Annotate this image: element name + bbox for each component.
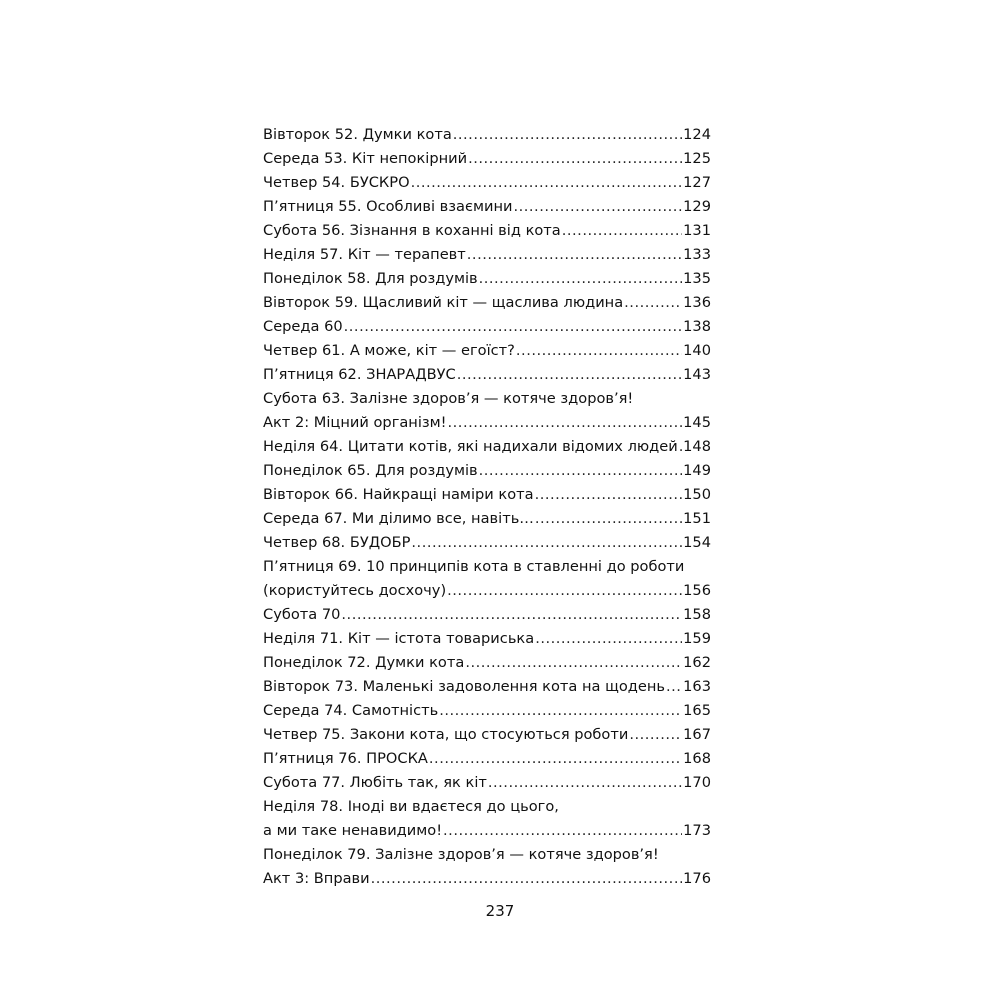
- toc-entry-page: 167: [683, 726, 711, 743]
- toc-entry: [263, 676, 711, 700]
- toc-entry-page: 163: [683, 678, 711, 695]
- toc-entry-title: Неділя 71. Кіт — істота товариська: [263, 630, 535, 647]
- toc-dot-leader: [488, 772, 682, 794]
- toc-entry-title: Четвер 54. БУСКРО: [263, 174, 410, 191]
- toc-dot-leader: [535, 484, 683, 506]
- toc-entry: [263, 484, 711, 508]
- toc-entry-title: а ми таке ненавидимо!: [263, 822, 443, 839]
- toc-entry: [263, 652, 711, 676]
- toc-dot-leader: [468, 148, 682, 170]
- toc-entry: [263, 388, 711, 412]
- toc-entry-page: 133: [683, 246, 711, 263]
- toc-entry-page: 127: [683, 174, 711, 191]
- toc-entry-title: Вівторок 59. Щасливий кіт — щаслива людина: [263, 294, 624, 311]
- toc-entry-page: 176: [683, 870, 711, 887]
- toc-dot-leader: [629, 724, 682, 746]
- toc-entry-page: 136: [683, 294, 711, 311]
- toc-entry-title: Четвер 75. Закони кота, що стосуються роботи: [263, 726, 629, 743]
- toc-entry-title: Середа 53. Кіт непокірний: [263, 150, 468, 167]
- toc-dot-leader: [344, 316, 682, 338]
- toc-entry: [263, 532, 711, 556]
- toc-entry: [263, 364, 711, 388]
- toc-entry-title: Вівторок 52. Думки кота: [263, 126, 452, 143]
- toc-entry-title: Субота 56. Зізнання в коханні від кота: [263, 222, 561, 239]
- toc-entry-title: Вівторок 73. Маленькі задоволення кота на щодень: [263, 678, 665, 695]
- toc-entry-page: 165: [683, 702, 711, 719]
- toc-entry: [263, 292, 711, 316]
- toc-entry-title: Субота 63. Залізне здоров’я — котяче здоров’я!: [263, 390, 634, 407]
- toc-entry-page: 154: [683, 534, 711, 551]
- toc-entry: [263, 196, 711, 220]
- toc-dot-leader: [341, 604, 682, 626]
- toc-entry-title: (користуйтесь досхочу): [263, 582, 447, 599]
- toc-dot-leader: [457, 364, 682, 386]
- toc-entry: [263, 820, 711, 844]
- toc-dot-leader: [514, 196, 683, 218]
- toc-dot-leader: [453, 124, 682, 146]
- toc-dot-leader: [411, 532, 682, 554]
- toc-dot-leader: [467, 244, 682, 266]
- toc-entry: [263, 268, 711, 292]
- page-number: 237: [485, 902, 515, 920]
- toc-entry-page: 138: [683, 318, 711, 335]
- toc-entry-title: Вівторок 66. Найкращі наміри кота: [263, 486, 534, 503]
- toc-entry-page: 173: [683, 822, 711, 839]
- toc-dot-leader: [624, 292, 682, 314]
- toc-dot-leader: [429, 748, 682, 770]
- toc-entry-page: 168: [683, 750, 711, 767]
- toc-entry-title: Субота 70: [263, 606, 341, 623]
- toc-entry-page: 150: [683, 486, 711, 503]
- toc-entry-page: 156: [683, 582, 711, 599]
- toc-entry-title: Понеділок 79. Залізне здоров’я — котяче здоров’я!: [263, 846, 659, 863]
- toc-entry: [263, 436, 711, 460]
- toc-entry-page: 143: [683, 366, 711, 383]
- toc-dot-leader: [679, 436, 682, 458]
- toc-entry-title: П’ятниця 55. Особливі взаємини: [263, 198, 513, 215]
- toc-entry-title: Неділя 78. Іноді ви вдаєтеся до цього,: [263, 798, 559, 815]
- toc-entry-title: П’ятниця 69. 10 принципів кота в ставленні до роботи: [263, 558, 685, 575]
- toc-entry-title: Середа 67. Ми ділимо все, навіть…: [263, 510, 534, 527]
- toc-entry: [263, 700, 711, 724]
- toc-entry: [263, 172, 711, 196]
- toc-dot-leader: [465, 652, 682, 674]
- toc-dot-leader: [371, 868, 683, 890]
- toc-entry-page: 125: [683, 150, 711, 167]
- toc-entry-title: Середа 74. Самотність: [263, 702, 439, 719]
- toc-entry-title: Понеділок 72. Думки кота: [263, 654, 465, 671]
- toc-entry-title: Субота 77. Любіть так, як кіт: [263, 774, 487, 791]
- toc-entry: [263, 340, 711, 364]
- toc-entry-title: Неділя 64. Цитати котів, які надихали відомих людей: [263, 438, 678, 455]
- toc-dot-leader: [535, 508, 682, 530]
- toc-entry: [263, 220, 711, 244]
- toc-entry: [263, 796, 711, 820]
- toc-entry: [263, 244, 711, 268]
- toc-dot-leader: [479, 460, 683, 482]
- toc-entry: [263, 868, 711, 892]
- toc-dot-leader: [479, 268, 683, 290]
- toc-entry-title: Акт 2: Міцний організм!: [263, 414, 447, 431]
- toc-dot-leader: [562, 220, 682, 242]
- toc-entry-title: П’ятниця 76. ПРОСКА: [263, 750, 428, 767]
- toc-entry-page: 131: [683, 222, 711, 239]
- toc-entry: [263, 508, 711, 532]
- toc-entry-title: Акт 3: Вправи: [263, 870, 370, 887]
- toc-entry: [263, 124, 711, 148]
- toc-entry-page: 145: [683, 414, 711, 431]
- toc-entry-page: 159: [683, 630, 711, 647]
- toc-entry-page: 158: [683, 606, 711, 623]
- toc-entry: [263, 460, 711, 484]
- toc-entry-page: 140: [683, 342, 711, 359]
- toc-entry-title: П’ятниця 62. ЗНАРАДВУС: [263, 366, 456, 383]
- toc-entry-page: 162: [683, 654, 711, 671]
- toc-entry-title: Четвер 61. А може, кіт — егоїст?: [263, 342, 515, 359]
- toc-dot-leader: [411, 172, 683, 194]
- toc-entry-page: 170: [683, 774, 711, 791]
- toc-entry-page: 149: [683, 462, 711, 479]
- toc-entry-page: 151: [683, 510, 711, 527]
- toc-entry: [263, 148, 711, 172]
- toc-entry: [263, 412, 711, 436]
- toc-entry: [263, 844, 711, 868]
- toc-entry: [263, 316, 711, 340]
- toc-dot-leader: [447, 580, 682, 602]
- toc-dot-leader: [443, 820, 682, 842]
- toc-entry: [263, 580, 711, 604]
- toc-entry: [263, 772, 711, 796]
- toc-entry: [263, 604, 711, 628]
- toc-entry: [263, 556, 711, 580]
- toc-entry: [263, 628, 711, 652]
- toc-dot-leader: [448, 412, 683, 434]
- toc-entry-title: Понеділок 58. Для роздумів: [263, 270, 478, 287]
- toc-dot-leader: [535, 628, 682, 650]
- toc-entry-page: 148: [683, 438, 711, 455]
- table-of-contents: [263, 124, 711, 892]
- toc-dot-leader: [516, 340, 682, 362]
- toc-entry-page: 124: [683, 126, 711, 143]
- toc-dot-leader: [439, 700, 682, 722]
- toc-entry: [263, 748, 711, 772]
- toc-entry: [263, 724, 711, 748]
- toc-entry-page: 129: [683, 198, 711, 215]
- toc-entry-title: Понеділок 65. Для роздумів: [263, 462, 478, 479]
- toc-entry-title: Четвер 68. БУДОБР: [263, 534, 411, 551]
- toc-entry-title: Середа 60: [263, 318, 343, 335]
- toc-entry-title: Неділя 57. Кіт — терапевт: [263, 246, 466, 263]
- toc-entry-page: 135: [683, 270, 711, 287]
- toc-dot-leader: [666, 676, 682, 698]
